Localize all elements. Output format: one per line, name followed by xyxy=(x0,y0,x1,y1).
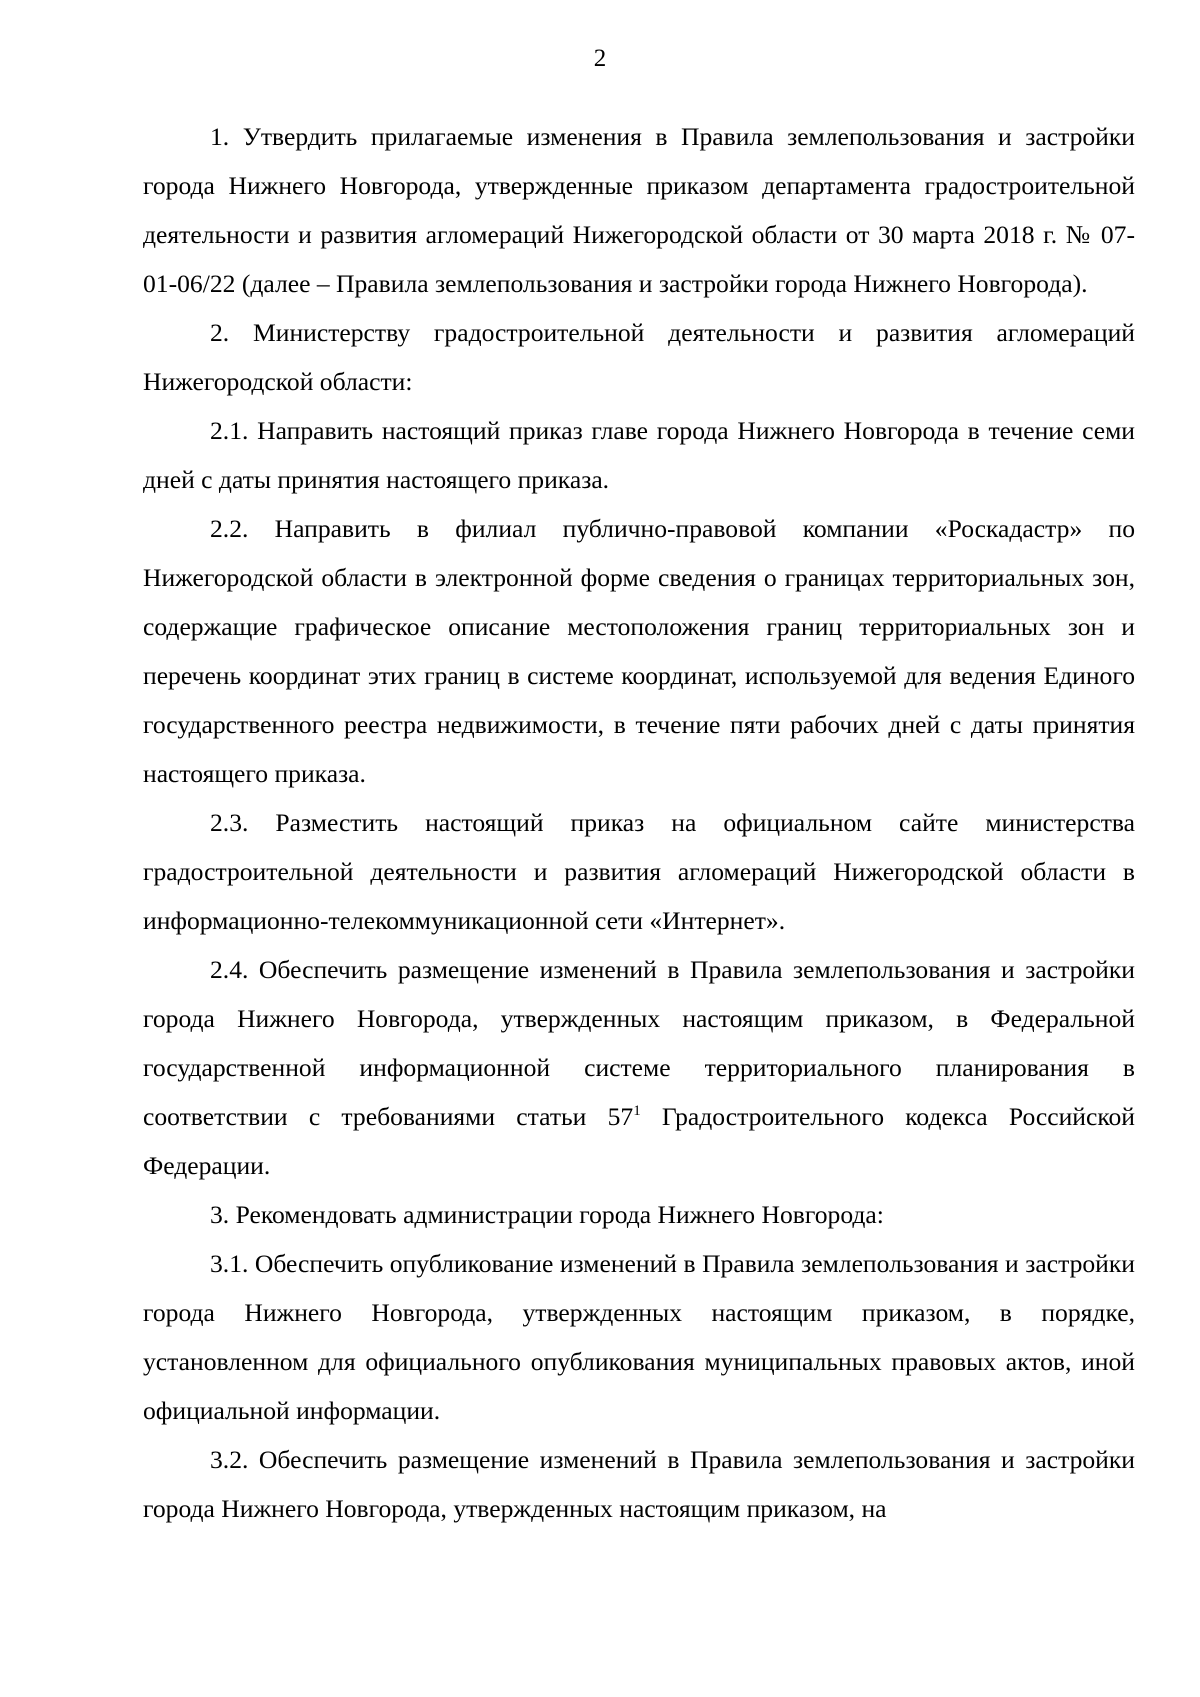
paragraph-2-3: 2.3. Разместить настоящий приказ на официальном сайте министерства градостроительной деятельности и развития агломераций Нижегородской области в информационно-телекоммуникационной сети «Интернет». xyxy=(143,808,1135,935)
superscript-1: 1 xyxy=(633,1103,641,1119)
paragraph-2-4-text-after: Градостроительного кодекса Российской Федерации. xyxy=(143,1102,1135,1180)
paragraph-2-4-text: 2.4. Обеспечить размещение изменений в Правила землепользования и застройки города Нижнего Новгорода, утвержденных настоящим приказом, в Федеральной государственной информационной системе территориального планирования в соответствии с требованиями статьи 57 xyxy=(143,955,1135,1131)
paragraph-2-2: 2.2. Направить в филиал публично-правовой компании «Роскадастр» по Нижегородской области в электронной форме сведения о границах территориальных зон, содержащие графическое описание местоположения границ территориальных зон и перечень координат этих границ в системе координат, используемой для ведения Единого государственного реестра недвижимости, в течение пяти рабочих дней с даты принятия настоящего приказа. xyxy=(143,514,1135,788)
paragraph-3-2: 3.2. Обеспечить размещение изменений в Правила землепользования и застройки города Нижнего Новгорода, утвержденных настоящим приказом, на xyxy=(143,1445,1135,1523)
paragraph-2: 2. Министерству градостроительной деятельности и развития агломераций Нижегородской области: xyxy=(143,318,1135,396)
paragraph-2-4 xyxy=(143,945,1135,1190)
paragraph-1: 1. Утвердить прилагаемые изменения в Правила землепользования и застройки города Нижнего Новгорода, утвержденные приказом департамента градостроительной деятельности и развития агломераций Нижегородской области от 30 марта 2018 г. № 07-01-06/22 (далее – Правила землепользования и застройки города Нижнего Новгорода). xyxy=(143,122,1135,298)
document-body xyxy=(143,112,1135,1533)
page-number: 2 xyxy=(593,45,607,72)
paragraph-3-1: 3.1. Обеспечить опубликование изменений в Правила землепользования и застройки города Нижнего Новгорода, утвержденных настоящим приказом, в порядке, установленном для официального опубликования муниципальных правовых актов, иной официальной информации. xyxy=(143,1249,1135,1425)
paragraph-3: 3. Рекомендовать администрации города Нижнего Новгорода: xyxy=(210,1200,884,1229)
paragraph-2-1: 2.1. Направить настоящий приказ главе города Нижнего Новгорода в течение семи дней с даты принятия настоящего приказа. xyxy=(143,416,1135,494)
